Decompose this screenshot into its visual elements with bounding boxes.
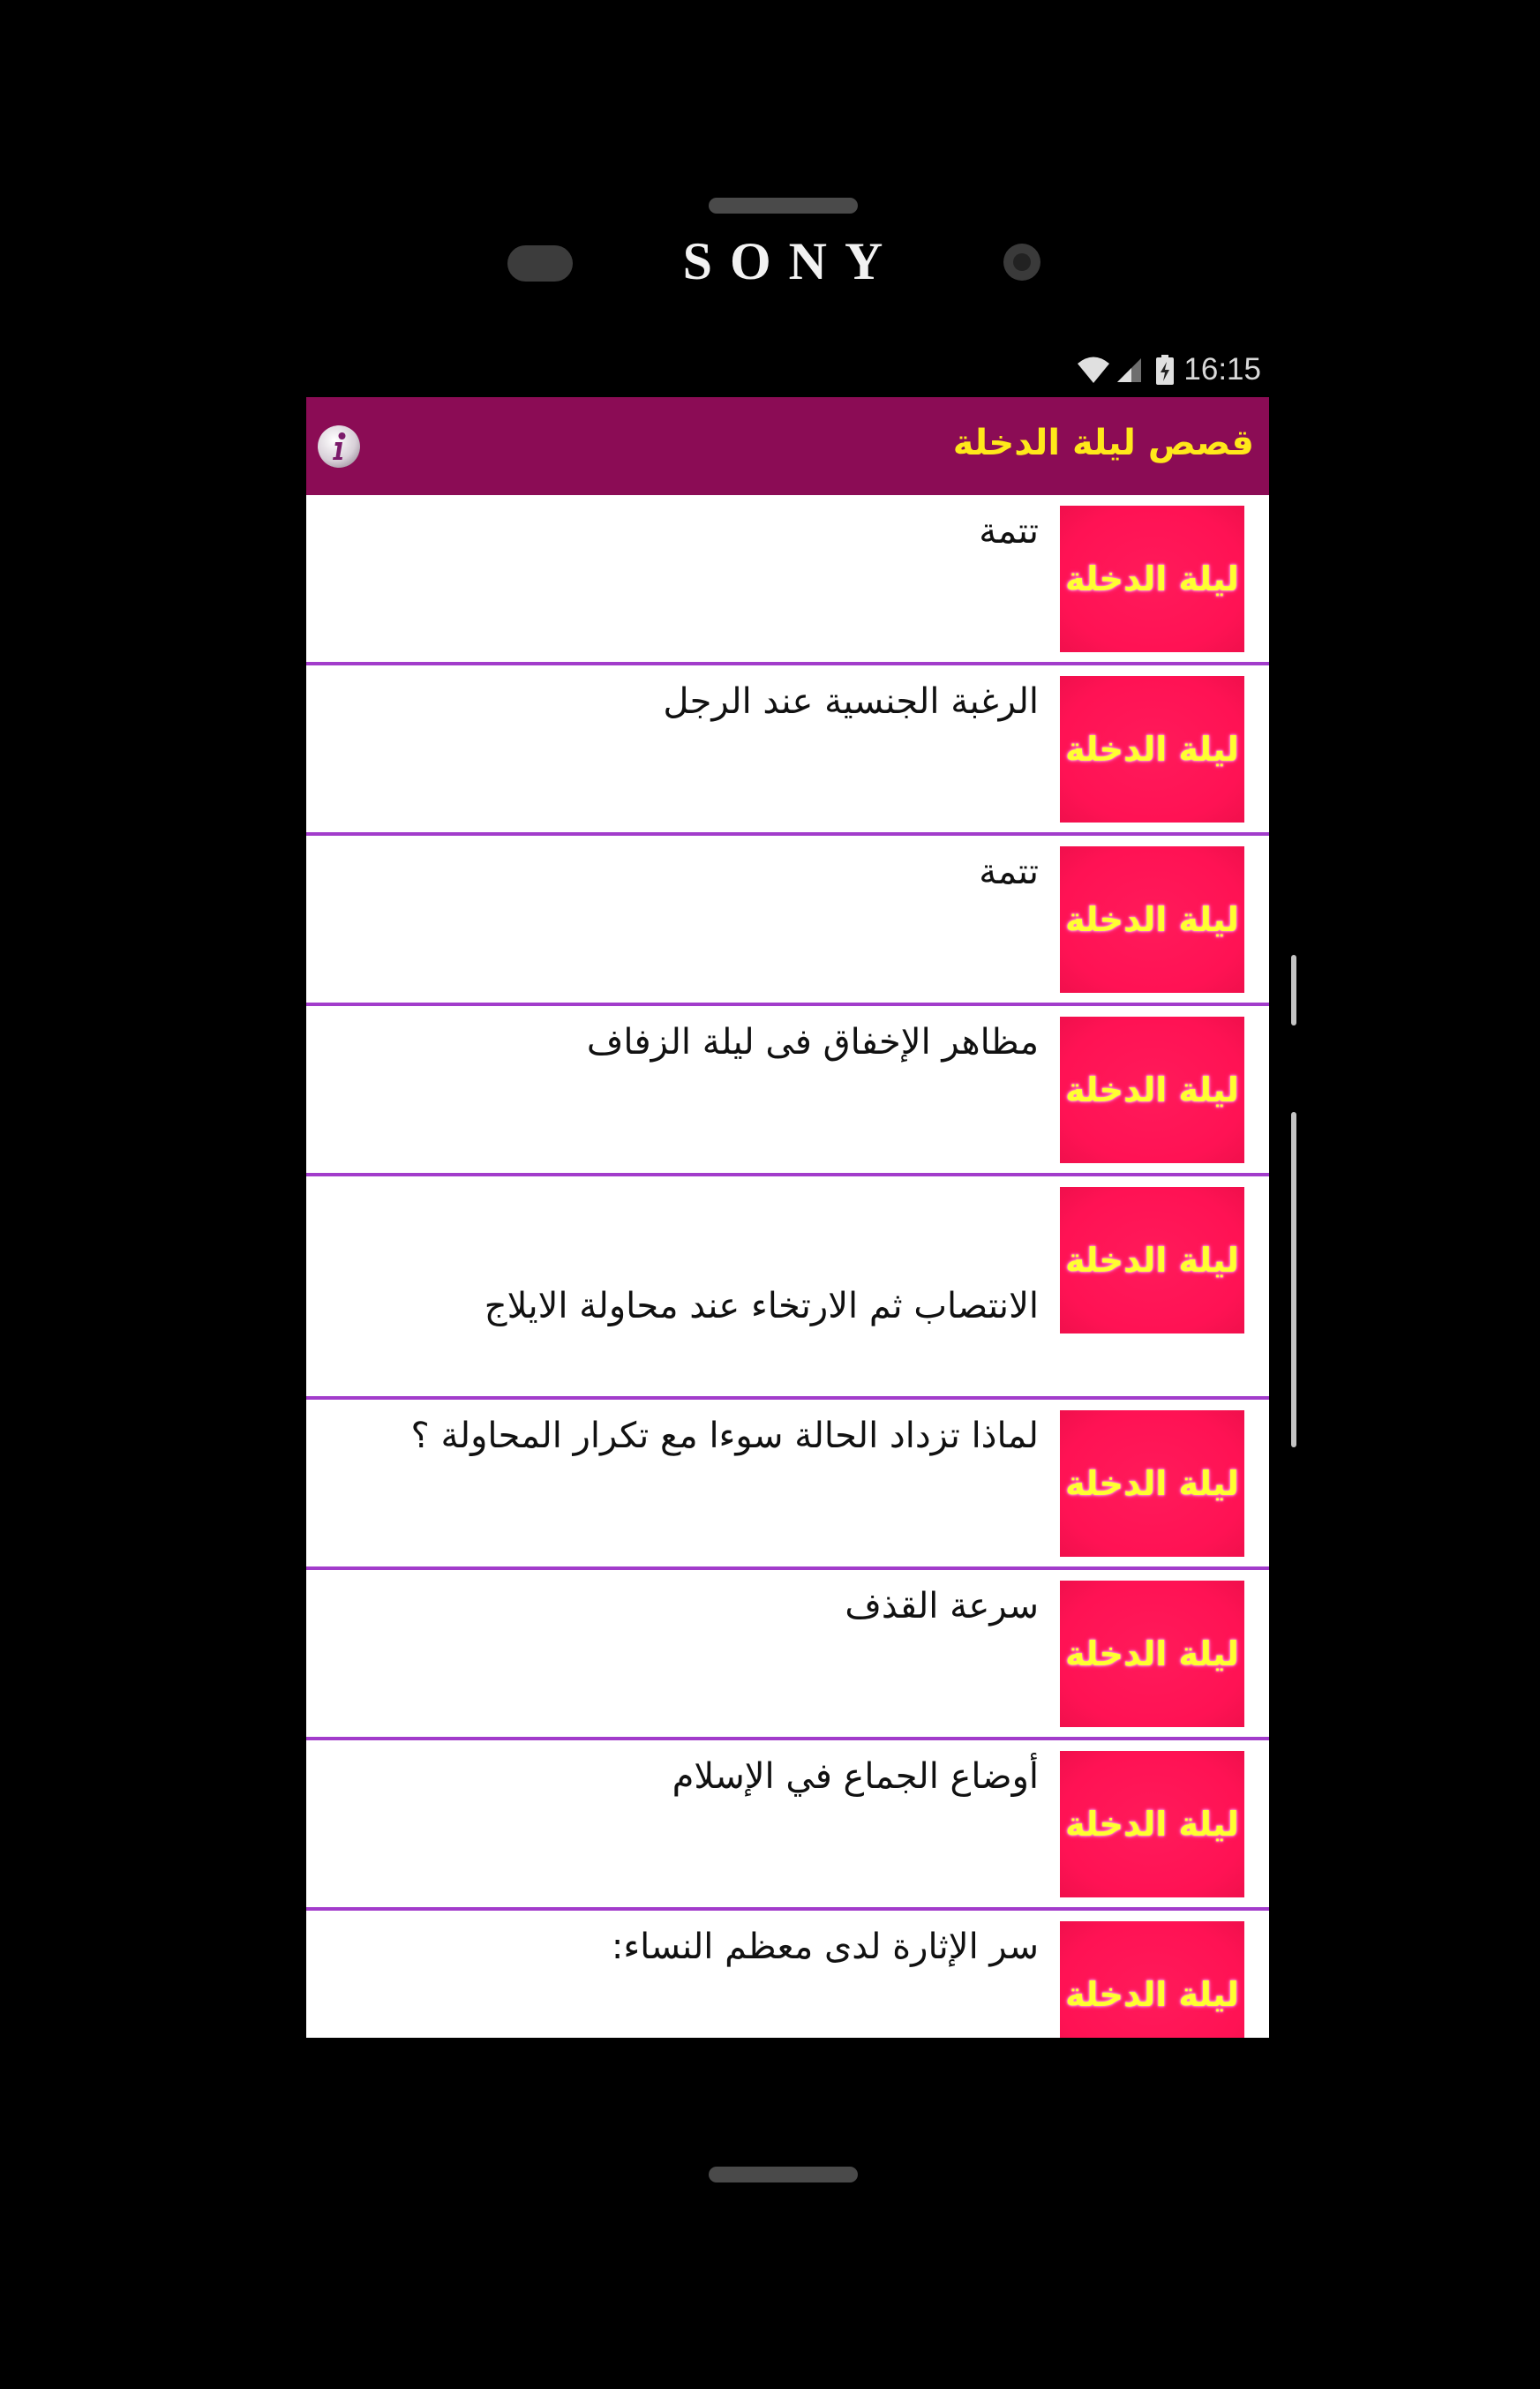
thumbnail-label: ليلة الدخلة <box>1065 730 1239 769</box>
list-item-title: الانتصاب ثم الارتخاء عند محاولة الايلاج <box>484 1286 1039 1326</box>
battery-charging-icon <box>1155 354 1175 386</box>
list-item-thumbnail <box>1060 1751 1244 1897</box>
thumbnail-label: ليلة الدخلة <box>1065 560 1239 598</box>
proximity-sensor <box>507 245 573 282</box>
side-button <box>1291 955 1296 1025</box>
list-item-thumbnail <box>1060 1921 1244 2038</box>
list-item-thumbnail <box>1060 1187 1244 1333</box>
list-item-title: أوضاع الجماع في الإسلام <box>672 1756 1039 1797</box>
status-time: 16:15 <box>1183 352 1261 387</box>
list-item[interactable] <box>306 836 1269 1006</box>
list-item-title: مظاهر الإخفاق فى ليلة الزفاف <box>586 1022 1039 1063</box>
list-item-title: تتمة <box>979 511 1039 552</box>
thumbnail-label: ليلة الدخلة <box>1065 1975 1239 2014</box>
info-icon[interactable] <box>317 424 361 469</box>
list-item[interactable] <box>306 1740 1269 1911</box>
app-title: قصص ليلة الدخلة <box>952 423 1254 463</box>
thumbnail-label: ليلة الدخلة <box>1065 1634 1239 1673</box>
bottom-speaker <box>709 2167 858 2182</box>
list-item[interactable] <box>306 1911 1269 2038</box>
earpiece-speaker <box>709 198 858 214</box>
list-item[interactable] <box>306 1006 1269 1176</box>
list-item-thumbnail <box>1060 506 1244 652</box>
app-bar <box>306 397 1269 495</box>
thumbnail-label: ليلة الدخلة <box>1065 1464 1239 1503</box>
list-item-thumbnail <box>1060 676 1244 823</box>
list-item[interactable] <box>306 1176 1269 1400</box>
front-camera <box>1003 244 1040 281</box>
article-list <box>306 495 1269 2038</box>
side-button <box>1291 1112 1296 1447</box>
thumbnail-label: ليلة الدخلة <box>1065 1805 1239 1844</box>
list-item-title: تتمة <box>979 852 1039 892</box>
list-item-thumbnail <box>1060 846 1244 993</box>
status-bar <box>306 349 1269 390</box>
camera-lens <box>1013 253 1031 271</box>
wifi-icon <box>1077 356 1110 384</box>
list-item-title: الرغبة الجنسية عند الرجل <box>663 681 1039 722</box>
thumbnail-label: ليلة الدخلة <box>1065 1071 1239 1109</box>
device-brand-logo: SONY <box>682 232 901 290</box>
list-item[interactable] <box>306 1400 1269 1570</box>
list-item-title: سر الإثارة لدى معظم النساء: <box>611 1927 1039 1967</box>
list-item-thumbnail <box>1060 1581 1244 1727</box>
thumbnail-label: ليلة الدخلة <box>1065 900 1239 939</box>
list-item-thumbnail <box>1060 1017 1244 1163</box>
list-item[interactable] <box>306 1570 1269 1740</box>
thumbnail-label: ليلة الدخلة <box>1065 1241 1239 1280</box>
signal-icon <box>1116 356 1143 384</box>
list-item-title: لماذا تزداد الحالة سوءا مع تكرار المحاولة ؟ <box>410 1416 1039 1456</box>
list-item-thumbnail <box>1060 1410 1244 1557</box>
list-item[interactable] <box>306 495 1269 665</box>
list-item[interactable] <box>306 665 1269 836</box>
list-item-title: سرعة القذف <box>845 1586 1039 1626</box>
